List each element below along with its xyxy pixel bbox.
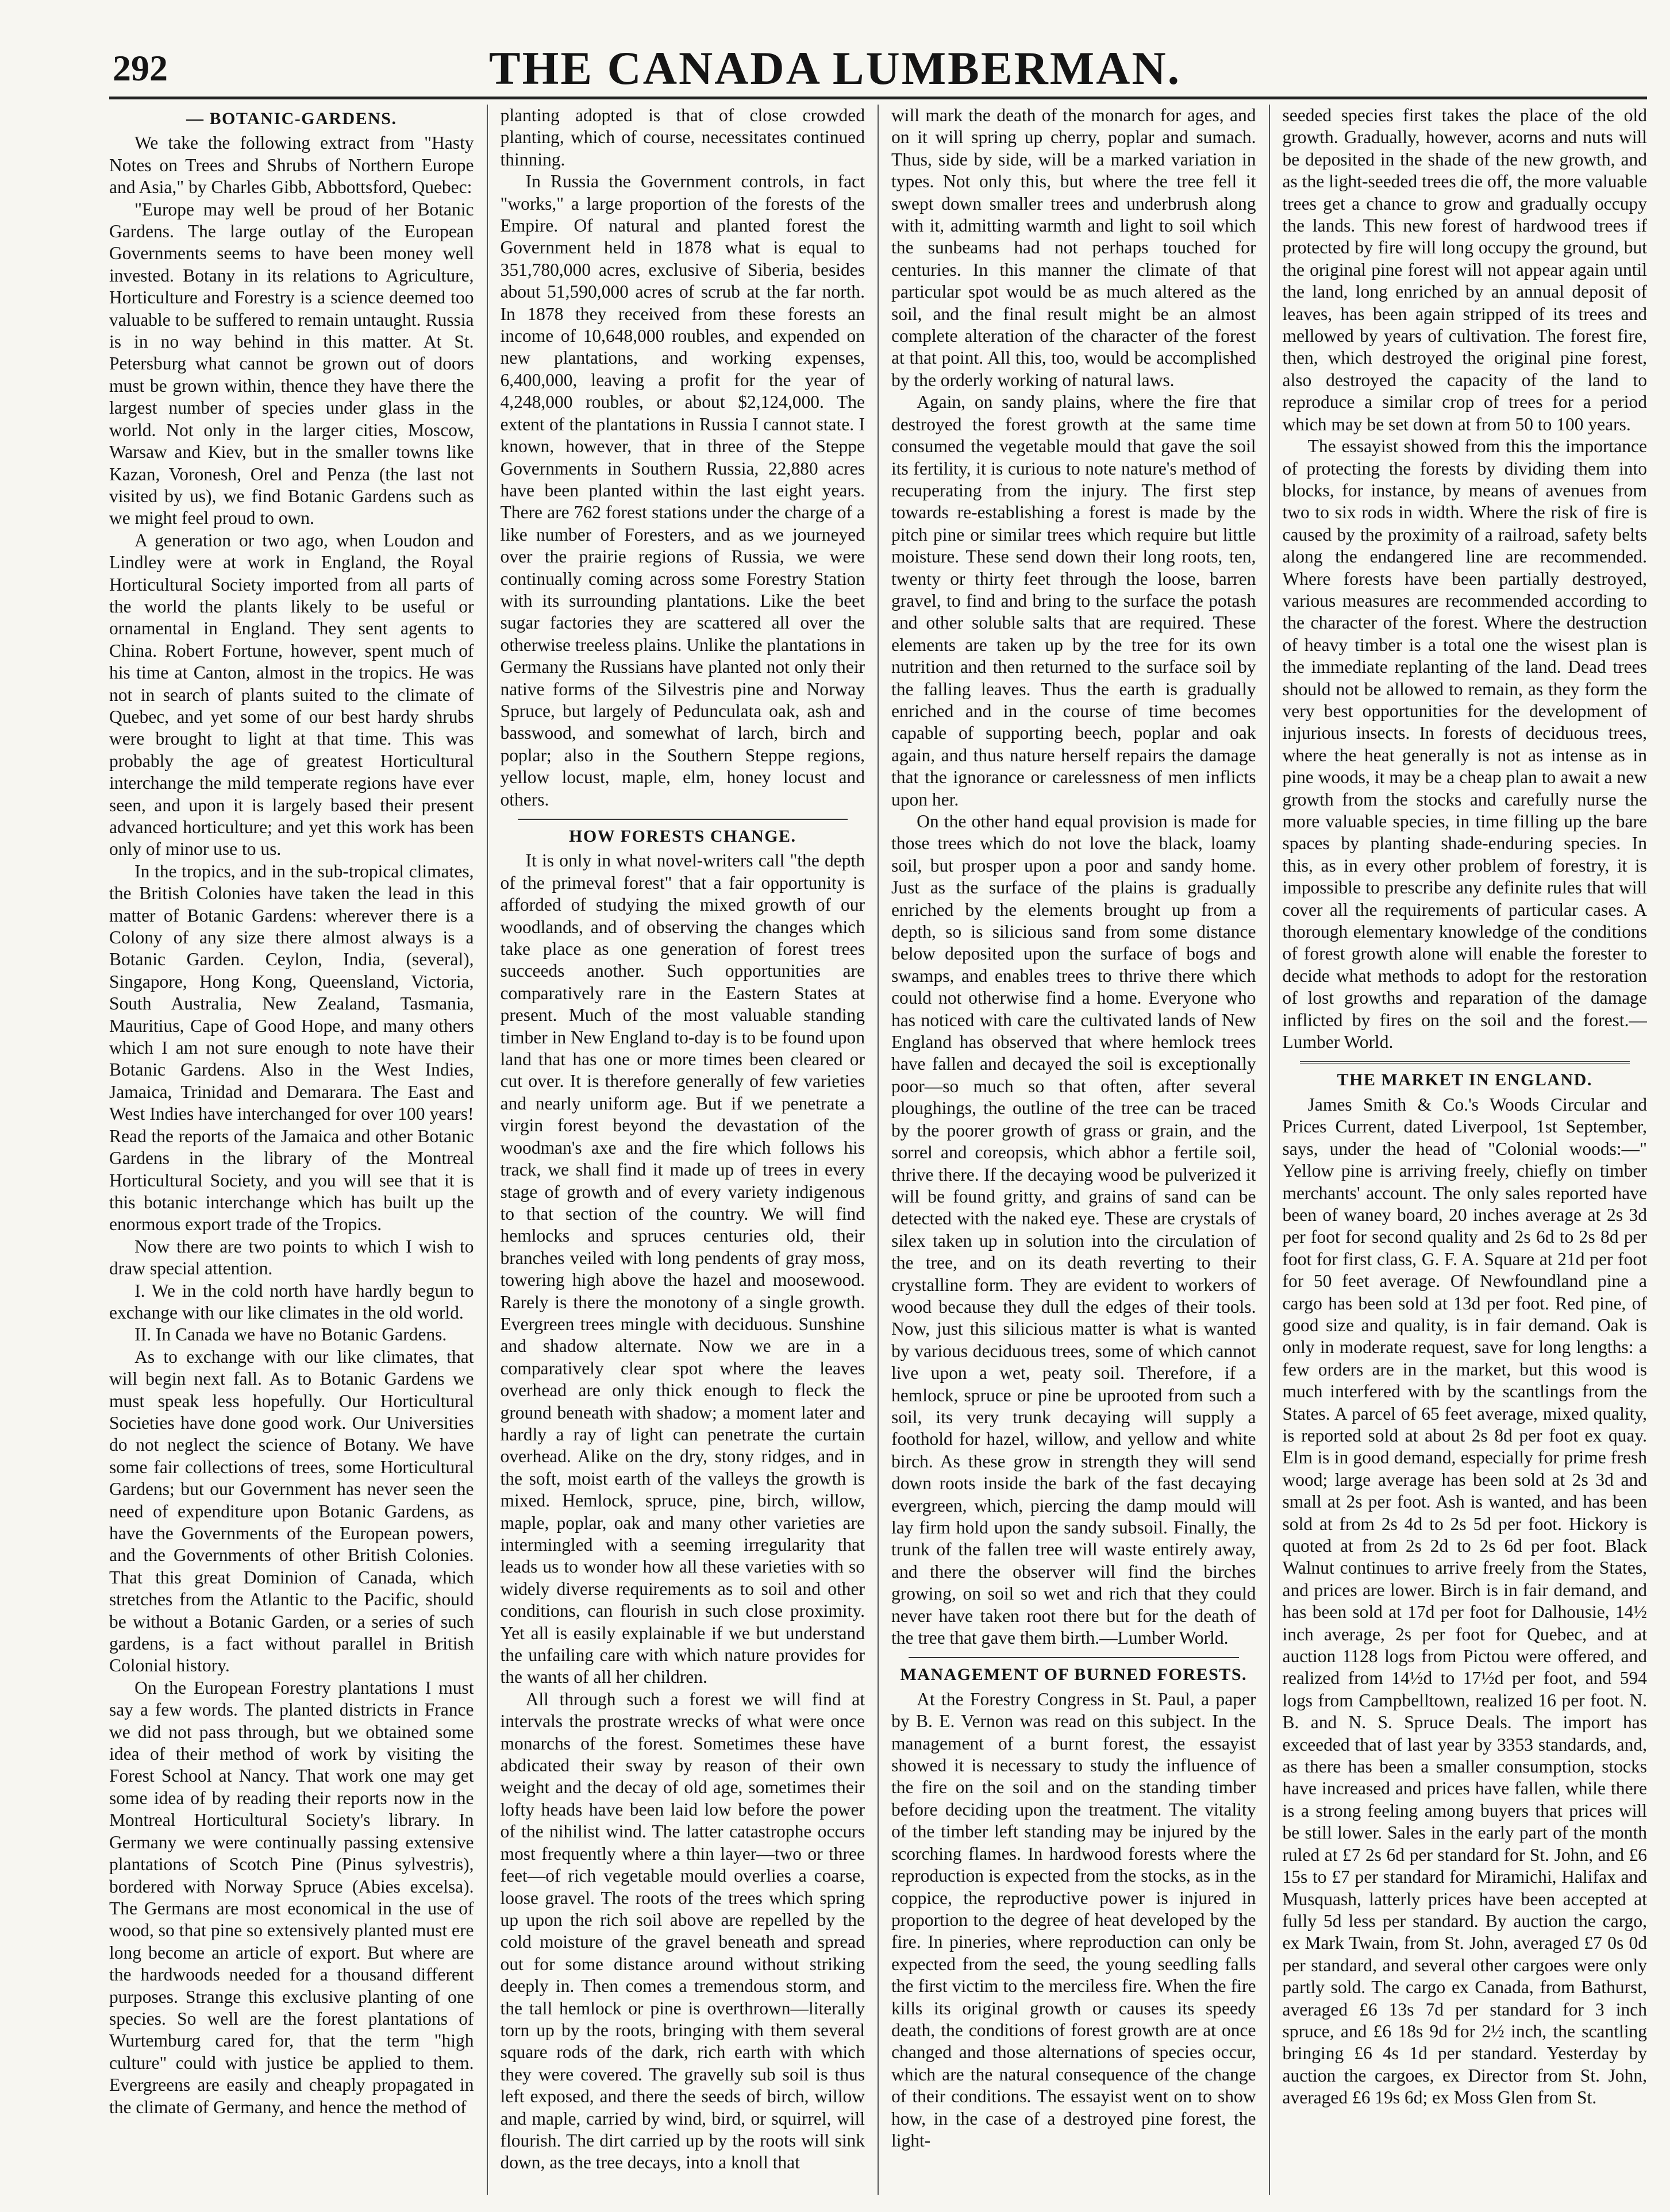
article-heading: HOW FORESTS CHANGE.	[568, 827, 796, 846]
section-divider	[1300, 1061, 1630, 1063]
paragraph: We take the following extract from "Hasty Notes on Trees and Shrubs of Northern Europe and Asia," by Charles Gibb, Abbottsford, Quebec:	[109, 133, 474, 198]
paragraph: seeded species first takes the place of the old growth. Gradually, however, acorns and nuts will be deposited in the shade of the new growth, and as the light-seeded trees die off, the more valuable trees get a chance to grow and gradually occupy the lands. This new forest of hardwood trees if protected by fire will long occupy the ground, but the original pine forest will not appear again until the land, long enriched by an annual deposit of leaves, has been again stripped of its trees and mellowed by years of cultivation. The forest fire, then, which destroyed the original pine forest, also destroyed the capacity of the land to reproduce a similar crop of trees for a period which may be set down at from 50 to 100 years.	[1282, 105, 1647, 434]
section-divider	[909, 1657, 1239, 1658]
section-divider	[518, 819, 848, 820]
paragraph: Again, on sandy plains, where the fire that destroyed the forest growth at the same time consumed the vegetable mould that gave the soil its fertility, it is curious to note nature's method of recuperating from the injury. The first step towards re-establishing a forest is made by the pitch pine or similar trees which require but little moisture. These send down their long roots, ten, twenty or thirty feet through the loose, barren gravel, to find and bring to the surface the potash and other soluble salts that are required. These elements are taken up by the tree for its own nutrition and then returned to the surface soil by the falling leaves. Thus the earth is gradually enriched and in the course of time becomes capable of supporting beech, poplar and oak again, and thus nature herself repairs the damage that the ignorance or carelessness of men inflicts upon her.	[891, 392, 1256, 810]
paragraph: planting adopted is that of close crowded planting, which of course, necessitates continued thinning.	[500, 105, 865, 169]
paragraph: At the Forestry Congress in St. Paul, a paper by B. E. Vernon was read on this subject. In the management of a burnt forest, the essayist showed it is necessary to study the influence of the fire on the soil and on the standing timber before deciding upon the treatment. The vitality of the timber left standing may be injured by the scorching flames. In hardwood forests where the reproduction is expected from the stocks, as in the coppice, the reproductive power is injured in proportion to the degree of heat developed by the fire. In pineries, where reproduction can only be expected from the seed, the young seedling falls the first victim to the merciless fire. When the fire kills its original growth or causes its speedy death, the conditions of forest growth are at once changed and those alternations of species occur, which are the natural consequence of the change of their conditions. The essayist went on to show how, in the case of a destroyed pine forest, the light-	[891, 1689, 1256, 2151]
column-3	[878, 105, 1269, 2195]
paragraph: A generation or two ago, when Loudon and Lindley were at work in England, the Royal Horticultural Society imported from all parts of the world the plants likely to be useful or ornamental in England. They sent agents to China. Robert Fortune, however, spent much of his time at Canton, almost in the tropics. He was not in search of plants suited to the climate of Quebec, and yet some of our best hardy shrubs were brought to light at that time. This was probably the age of greatest Horticultural interchange the mild temperate regions have ever seen, and upon it is largely based their present advanced horticulture; and yet this work has been only of minor use to us.	[109, 530, 474, 860]
paragraph: I. We in the cold north have hardly begun to exchange with our like climates in the old world.	[109, 1280, 474, 1323]
masthead-rule	[109, 97, 1647, 99]
article-heading: THE MARKET IN ENGLAND.	[1337, 1070, 1592, 1090]
paragraph: II. In Canada we have no Botanic Gardens.	[134, 1324, 447, 1345]
article-heading: — BOTANIC-GARDENS.	[186, 109, 397, 128]
article-columns	[109, 105, 1647, 2195]
paragraph: In Russia the Government controls, in fact "works," a large proportion of the forests of the Empire. Of natural and planted forest the Government held in 1878 what is equal to 351,780,000 acres, exclusive of Siberia, besides about 51,590,000 acres of scrub at the far north. In 1878 they received from these forests an income of 10,648,000 roubles, and expended on new plantations, and working expenses, 6,400,000, leaving a profit for the year of 4,248,000 roubles, or about $2,124,000. The extent of the plantations in Russia I cannot state. I known, however, that in three of the Steppe Governments in Southern Russia, 22,880 acres have been planted within the last eight years. There are 762 forest stations under the charge of a like number of Foresters, and as we journeyed over the prairie regions of Russia, we were continually coming across some Forestry Station with its surrounding plantations. Like the beet sugar factories they are scattered all over the otherwise treeless plains. Unlike the plantations in Germany the Russians have planted not only their native forms of the Silvestris pine and Norway Spruce, but largely of Pedunculata oak, ash and basswood, and somewhat of larch, birch and poplar; also in the Southern Steppe regions, yellow locust, maple, elm, honey locust and others.	[500, 171, 865, 810]
paragraph: All through such a forest we will find at intervals the prostrate wrecks of what were once monarchs of the forest. Sometimes these have abdicated their sway by reason of their own weight and the decay of old age, sometimes their lofty heads have been laid low before the power of the nihilist wind. The latter catastrophe occurs most frequently where a thin layer—two or three feet—of rich vegetable mould overlies a coarse, loose gravel. The roots of the trees which spring up upon the rich soil above are repelled by the cold moisture of the gravel beneath and spread out for some distance around without striking deeply in. Then comes a tremendous storm, and the tall hemlock or pine is overthrown—literally torn up by the roots, bringing with them several square rods of the dark, rich earth with which they were covered. The gravelly sub soil is thus left exposed, and there the seeds of birch, willow and maple, carried by wind, bird, or squirrel, will flourish. The dirt carried up by the roots will sink down, as the tree decays, into a knoll that	[500, 1689, 865, 2173]
paragraph: As to exchange with our like climates, that will begin next fall. As to Botanic Gardens we must speak less hopefully. Our Horticultural Societies have done good work. Our Universities do not neglect the science of Botany. We have some fair collections of trees, some Horticultural Gardens; but our Government has never seen the need of expenditure upon Botanic Gardens, as have the Governments of the European powers, and the Governments of other British Colonies. That this great Dominion of Canada, which stretches from the Atlantic to the Pacific, should be without a Botanic Garden, or a series of such gardens, is a fact without parallel in British Colonial history.	[109, 1346, 474, 1676]
column-2	[487, 105, 878, 2195]
masthead: THE CANADA LUMBERMAN.	[488, 42, 1182, 94]
paragraph: On the other hand equal provision is made for those trees which do not love the black, loamy soil, but prosper upon a poor and sandy home. Just as the surface of the plains is gradually enriched by the elements brought up from a depth, so is silicious sand from some distance below deposited upon the surface of bogs and swamps, and enables trees to thrive there which could not otherwise find a home. Everyone who has noticed with care the cultivated lands of New England has observed that where hemlock trees have fallen and decayed the soil is exceptionally poor—so much so that often, after several ploughings, the outline of the tree can be traced by the poorer growth of grass or grain, and the sorrel and coreopsis, which abhor a fertile soil, thrive there. If the decaying wood be pulverized it will be found gritty, and grains of sand can be detected with the naked eye. These are crystals of silex taken up in solution into the circulation of the tree, and on its death reverting to their crystalline form. They are evident to workers of wood because they dull the edges of their tools. Now, just this silicious matter is what is wanted by various deciduous trees, some of which cannot live upon a wet, peaty soil. Therefore, if a hemlock, spruce or pine be uprooted from such a soil, its very trunk decaying will supply a foothold for hazel, willow, and yellow and white birch. As these grow in strength they will send down roots inside the bark of the fast decaying evergreen, which, piercing the damp mould will lay firm hold upon the sandy subsoil. Finally, the trunk of the fallen tree will waste entirely away, and there the observer will find the birches growing, on soil so wet and rich that they could never have taken root there but for the death of the tree that gave them birth.—Lumber World.	[891, 811, 1256, 1648]
paragraph: "Europe may well be proud of her Botanic Gardens. The large outlay of the European Governments seems to have been money well invested. Botany in its relations to Agriculture, Horticulture and Forestry is a science deemed too valuable to be suffered to remain untaught. Russia is in no way behind in this matter. At St. Petersburg what cannot be grown out of doors must be grown within, thence they have there the largest number of species under glass in the world. Not only in the larger cities, Moscow, Warsaw and Kiev, but in the smaller towns like Kazan, Voronesh, Orel and Penza (the last not visited by us), we find Botanic Gardens such as we might feel proud to own.	[109, 199, 474, 529]
paragraph: In the tropics, and in the sub-tropical climates, the British Colonies have taken the lead in this matter of Botanic Gardens: wherever there is a Colony of any size there almost always is a Botanic Garden. Ceylon, India, (several), Singapore, Hong Kong, Queensland, Victoria, South Australia, New Zealand, Tasmania, Mauritius, Cape of Good Hope, and many others which I am not sure enough to note have their Botanic Gardens. Also in the West Indies, Jamaica, Trinidad and Demarara. The East and West Indies have interchanged for over 100 years! Read the reports of the Jamaica and other Botanic Gardens in the library of the Montreal Horticultural Society, and you will see that it is this botanic interchange which has built up the enormous export trade of the Tropics.	[109, 861, 474, 1235]
article-heading: MANAGEMENT OF BURNED FORESTS.	[900, 1665, 1248, 1685]
paragraph: James Smith & Co.'s Woods Circular and Prices Current, dated Liverpool, 1st September, says, under the head of "Colonial woods:—" Yellow pine is arriving freely, chiefly on timber merchants' account. The only sales reported have been of waney board, 20 inches average at 2s 3d per foot for second quality and 2s 6d to 2s 8d per foot for first class, G. F. A. Square at 21d per foot for 50 feet average. Of Newfoundland pine a cargo has been sold at 13d per foot. Red pine, of good size and quality, is in fair demand. Oak is only in moderate request, save for long lengths: a few orders are in the market, but this wood is much interfered with by the scantlings from the States. A parcel of 65 feet average, mixed quality, is reported sold at about 2s 8d per foot ex quay. Elm is in good demand, especially for prime fresh wood; large average has been sold at 2s 3d and small at 2s per foot. Ash is wanted, and has been sold at from 2s 4d to 2s 5d per foot. Hickory is quoted at from 2s 2d to 2s 6d per foot. Black Walnut continues to arrive freely from the States, and prices are lower. Birch is in fair demand, and has been sold at 17d per foot for Dalhousie, 14½ inch average, 2s per foot for Quebec, and at auction 1128 logs from Pictou were offered, and realized from 14½d to 17½d per foot, and 594 logs from Campbelltown, realized 16 per foot. N. B. and N. S. Spruce Deals. The import has exceeded that of last year by 3353 standards, and, as there has been a smaller consumption, stocks have increased and prices have fallen, while there is a strong feeling among buyers that prices will be still lower. Sales in the early part of the month ruled at £7 2s 6d per standard for St. John, and £6 15s to £7 per standard for Miramichi, Halifax and Musquash, latterly prices have been accepted at fully 5d less per standard. By auction the cargo, ex Mark Twain, from St. John, averaged £7 0s 0d per standard, and several other cargoes were only partly sold. The cargo ex Canada, from Bathurst, averaged £6 13s 7d per standard for 3 inch spruce, and £6 18s 9d for 2½ inch, the scantling bringing £6 4s 1d per standard. Yesterday by auction the cargoes, ex Director from St. John, averaged £6 19s 6d; ex Moss Glen from St.	[1282, 1094, 1647, 2108]
paragraph: The essayist showed from this the importance of protecting the forests by dividing them into blocks, for instance, by means of avenues from two to six rods in width. Where the risk of fire is caused by the proximity of a railroad, safety belts along the endangered line are recommended. Where forests have been partially destroyed, various measures are recommended according to the character of the forest. Where the destruction of heavy timber is a total one the wisest plan is the immediate replanting of the land. Dead trees should not be allowed to remain, as they form the very best opportunities for the development of injurious insects. In forests of deciduous trees, where the heat generally is not as intense as in pine woods, it may be a cheap plan to await a new growth from the stocks and carefully nurse the more valuable species, in time filling up the bare spaces by planting shade-enduring species. In this, as in every other problem of forestry, it is impossible to prescribe any definite rules that will cover all the requirements of particular cases. A thorough elementary knowledge of the conditions of forest growth alone will enable the forester to decide what methods to adopt for the restoration of lost growths and reparation of the damage inflicted by fires on the soil and the forest.—Lumber World.	[1282, 436, 1647, 1053]
paragraph: will mark the death of the monarch for ages, and on it will spring up cherry, poplar and sumach. Thus, side by side, will be a marked variation in types. Not only this, but where the tree fell it swept down smaller trees and underbrush along with it, admitting warmth and light to soil which the sunbeams had not perhaps touched for centuries. In this manner the climate of that particular spot would be as much altered as the soil, and the final result might be an almost complete alteration of the character of the forest at that point. All this, too, would be accomplished by the orderly working of natural laws.	[891, 105, 1256, 390]
column-4	[1269, 105, 1648, 2195]
page-number: 292	[113, 48, 168, 88]
paragraph: Now there are two points to which I wish to draw special attention.	[109, 1236, 474, 1279]
paragraph: It is only in what novel-writers call "the depth of the primeval forest" that a fair opportunity is afforded of studying the mixed growth of our woodlands, and of observing the changes which take place as one generation of forest trees succeeds another. Such opportunities are comparatively rare in the Eastern States at present. Much of the most valuable standing timber in New England to-day is to be found upon land that has one or more times been cleared or cut over. It is therefore generally of few varieties and nearly uniform age. But if we penetrate a virgin forest beyond the devastation of the woodman's axe and the fire which follows his track, we shall find it made up of trees in every stage of growth and of every variety indigenous to that section of the country. We will find hemlocks and spruces centuries old, their branches veiled with long pendents of gray moss, towering high above the hazel and moosewood. Rarely is there the monotony of a single growth. Evergreen trees mingle with deciduous. Sunshine and shadow alternate. Now we are in a comparatively clear spot where the leaves overhead are only thick enough to fleck the ground beneath with shadow; a moment later and hardly a ray of light can penetrate the curtain overhead. Alike on the dry, stony ridges, and in the soft, moist earth of the valleys the growth is mixed. Hemlock, spruce, pine, birch, willow, maple, poplar, oak and many other varieties are intermingled with a seeming irregularity that leads us to wonder how all these varieties with so widely diverse requirements as to soil and other conditions, can flourish in such close proximity. Yet all is easily explainable if we but understand the unfailing care with which nature provides for the wants of all her children.	[500, 850, 865, 1687]
column-1	[109, 105, 487, 2195]
paragraph: On the European Forestry plantations I must say a few words. The planted districts in France we did not pass through, but we obtained some idea of their method of work by visiting the Forest School at Nancy. That work one may get some idea of by reading their reports now in the Montreal Horticultural Society's library. In Germany we were continually passing extensive plantations of Scotch Pine (Pinus sylvestris), bordered with Norway Spruce (Abies excelsa). The Germans are most economical in the use of wood, so that pine so extensively planted must ere long become an article of export. But where are the hardwoods needed for a thousand different purposes. Strange this exclusive planting of one species. So well are the forest plantations of Wurtemburg cared for, that the term "high culture" could with justice be applied to them. Evergreens are easily and cheaply propagated in the climate of Germany, and hence the method of	[109, 1677, 474, 2117]
